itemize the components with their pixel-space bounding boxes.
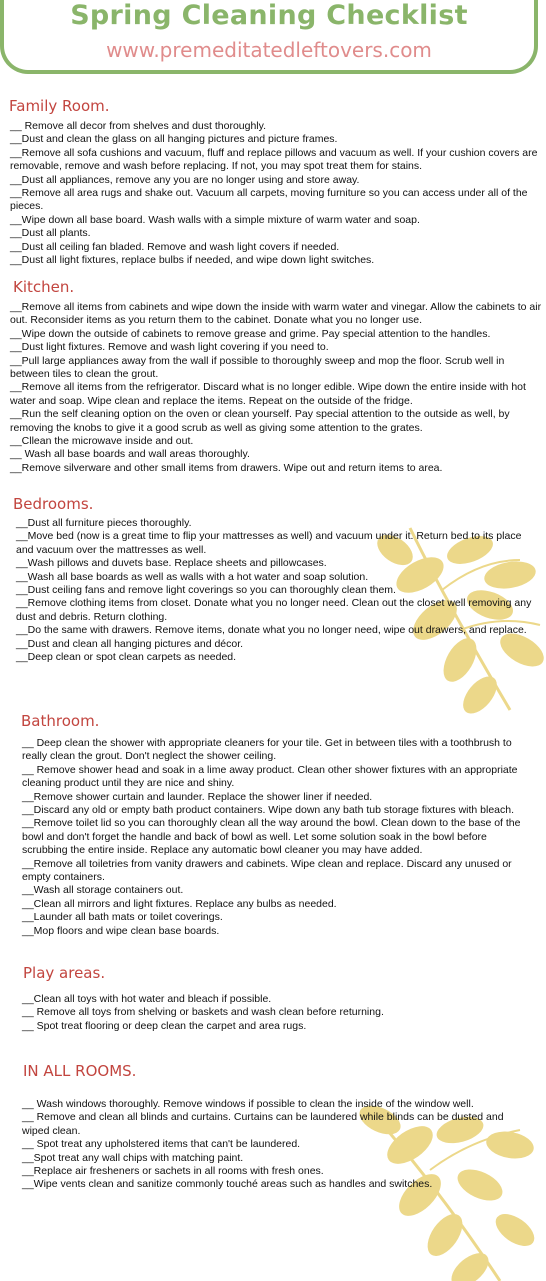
section-heading-bedrooms: Bedrooms. xyxy=(13,495,94,513)
checklist-item: __Dust light fixtures. Remove and wash light covering if you need to. xyxy=(10,341,329,354)
checklist-item: __Cllean the microwave inside and out. xyxy=(10,435,194,448)
checklist-item: __Replace air fresheners or sachets in all rooms with fresh ones. xyxy=(22,1165,324,1178)
section-heading-all-rooms: IN ALL ROOMS. xyxy=(23,1062,137,1080)
checklist-item: __Run the self cleaning option on the oven or clean yourself. Pay special attention to the outside as well, by removing the knobs to give it a good scrub as well as giving some attention to the grates. xyxy=(10,408,510,434)
checklist-item: __ Wash windows thoroughly. Remove windows if possible to clean the inside of the window well. xyxy=(22,1098,474,1110)
checklist-item: __ Spot treat flooring or deep clean the carpet and area rugs. xyxy=(22,1019,307,1032)
checklist-item: __Remove all area rugs and shake out. Vacuum all carpets, moving furniture so you can access under all of the pieces. xyxy=(10,187,528,213)
checklist-family-room xyxy=(10,120,540,267)
checklist-item: __Remove all sofa cushions and vacuum, fluff and replace pillows and vacuum as well. If your cushion covers are removable, remove and wash before replacing. If not, you may spot treat them for stains. xyxy=(10,146,538,173)
checklist-bathroom xyxy=(22,737,522,938)
checklist-item: __Dust all appliances, remove any you are no longer using and store away. xyxy=(10,173,360,186)
checklist-item: __ Remove all decor from shelves and dust thoroughly. xyxy=(10,120,267,132)
checklist-item: __Clean all toys with hot water and bleach if possible. xyxy=(22,993,272,1005)
checklist-item: __ Spot treat any upholstered items that can't be laundered. xyxy=(22,1138,301,1151)
section-heading-play-areas: Play areas. xyxy=(23,964,106,982)
checklist-item: __Spot treat any wall chips with matching paint. xyxy=(22,1151,244,1164)
checklist-item: __Wipe down the outside of cabinets to remove grease and grime. Pay special attention to the handles. xyxy=(10,327,491,340)
checklist-item: __Dust ceiling fans and remove light coverings so you can thoroughly clean them. xyxy=(16,584,396,597)
checklist-item: __Wipe down all base board. Wash walls with a simple mixture of warm water and soap. xyxy=(10,213,420,226)
page-title: Spring Cleaning Checklist xyxy=(70,0,468,31)
checklist-item: __ Remove shower head and soak in a lime away product. Clean other shower fixtures with an appropriate cleaning product until they are nice and shiny. xyxy=(22,763,518,790)
checklist-item: __Dust all furniture pieces thoroughly. xyxy=(16,517,192,529)
section-heading-bathroom: Bathroom. xyxy=(21,712,100,730)
checklist-play-areas xyxy=(22,993,522,1033)
checklist-item: __Remove clothing items from closet. Donate what you no longer need. Clean out the closet well removing any dust and debris. Return clothing. xyxy=(16,597,532,623)
checklist-item: __Dust all light fixtures, replace bulbs if needed, and wipe down light switches. xyxy=(10,254,375,267)
checklist-item: __Discard any old or empty bath product containers. Wipe down any bath tub storage fixtures with bleach. xyxy=(22,804,515,817)
checklist-item: __Move bed (now is a great time to flip your mattresses as well) and vacuum under it. Return bed to its place and vacuum over the mattresses as well. xyxy=(16,530,522,556)
checklist-item: __Wash all storage containers out. xyxy=(22,884,184,897)
checklist-item: __Pull large appliances away from the wall if possible to thoroughly sweep and mop the floor. Scrub well in between tiles to clean the grout. xyxy=(10,354,505,381)
checklist-item: __Deep clean or spot clean carpets as needed. xyxy=(16,651,237,664)
checklist-bedrooms xyxy=(16,517,534,664)
checklist-item: __Wash pillows and duvets base. Replace sheets and pillowcases. xyxy=(16,557,327,570)
checklist-item: __Dust all plants. xyxy=(10,227,91,240)
section-heading-family-room: Family Room. xyxy=(9,97,110,115)
checklist-item: __Dust and clean all hanging pictures and décor. xyxy=(16,637,244,650)
checklist-item: __ Deep clean the shower with appropriate cleaners for your tile. Get in between tiles with a toothbrush to really clean the grout. Don't neglect the shower ceiling. xyxy=(22,737,512,763)
checklist-kitchen xyxy=(10,301,542,475)
checklist-item: __Remove all toiletries from vanity drawers and cabinets. Wipe clean and replace. Discard any unused or empty containers. xyxy=(22,857,512,884)
checklist-item: __Launder all bath mats or toilet coverings. xyxy=(22,911,223,924)
checklist-item: __Remove shower curtain and launder. Replace the shower liner if needed. xyxy=(22,790,373,803)
checklist-item: __Do the same with drawers. Remove items, donate what you no longer need, wipe out drawers, and replace. xyxy=(16,624,527,637)
checklist-item: __Wipe vents clean and sanitize commonly touché areas such as handles and switches. xyxy=(22,1178,433,1191)
checklist-item: __Dust all ceiling fan bladed. Remove and wash light covers if needed. xyxy=(10,240,340,253)
checklist-item: __Remove all items from the refrigerator. Discard what is no longer edible. Wipe down the entire inside with hot water and soap. Wipe clean and replace the items. Repeat on the outside of the fridge. xyxy=(10,381,526,407)
checklist-item: __ Wash all base boards and wall areas thoroughly. xyxy=(10,448,250,461)
checklist-all-rooms xyxy=(22,1098,522,1192)
checklist-item: __Wash all base boards as well as walls with a hot water and soap solution. xyxy=(16,570,369,583)
checklist-item: __Remove all items from cabinets and wipe down the inside with warm water and vinegar. Allow the cabinets to air out. Reconsider items as you return them to the cabinet. Donate what you no longer use. xyxy=(10,301,542,327)
checklist-item: __Remove toilet lid so you can thoroughly clean all the way around the bowl. Clean down to the base of the bowl and don't forget the handle and back of bowl as well. Let some solution soak in the bowl before scrubbing the entire inside. Replace any automatic bowl cleaner you may have added. xyxy=(22,817,521,857)
section-heading-kitchen: Kitchen. xyxy=(13,278,75,296)
checklist-item: __ Remove all toys from shelving or baskets and wash clean before returning. xyxy=(22,1006,384,1019)
checklist-item: __ Remove and clean all blinds and curtains. Curtains can be laundered while blinds can be dusted and wiped clean. xyxy=(22,1111,504,1137)
checklist-item: __Remove silverware and other small items from drawers. Wipe out and return items to area. xyxy=(10,461,443,474)
checklist-item: __Mop floors and wipe clean base boards. xyxy=(22,924,220,937)
site-url: www.premeditatedleftovers.com xyxy=(106,38,432,62)
checklist-item: __Clean all mirrors and light fixtures. Replace any bulbs as needed. xyxy=(22,897,337,910)
checklist-item: __Dust and clean the glass on all hanging pictures and picture frames. xyxy=(10,133,338,146)
header-banner xyxy=(0,0,538,74)
